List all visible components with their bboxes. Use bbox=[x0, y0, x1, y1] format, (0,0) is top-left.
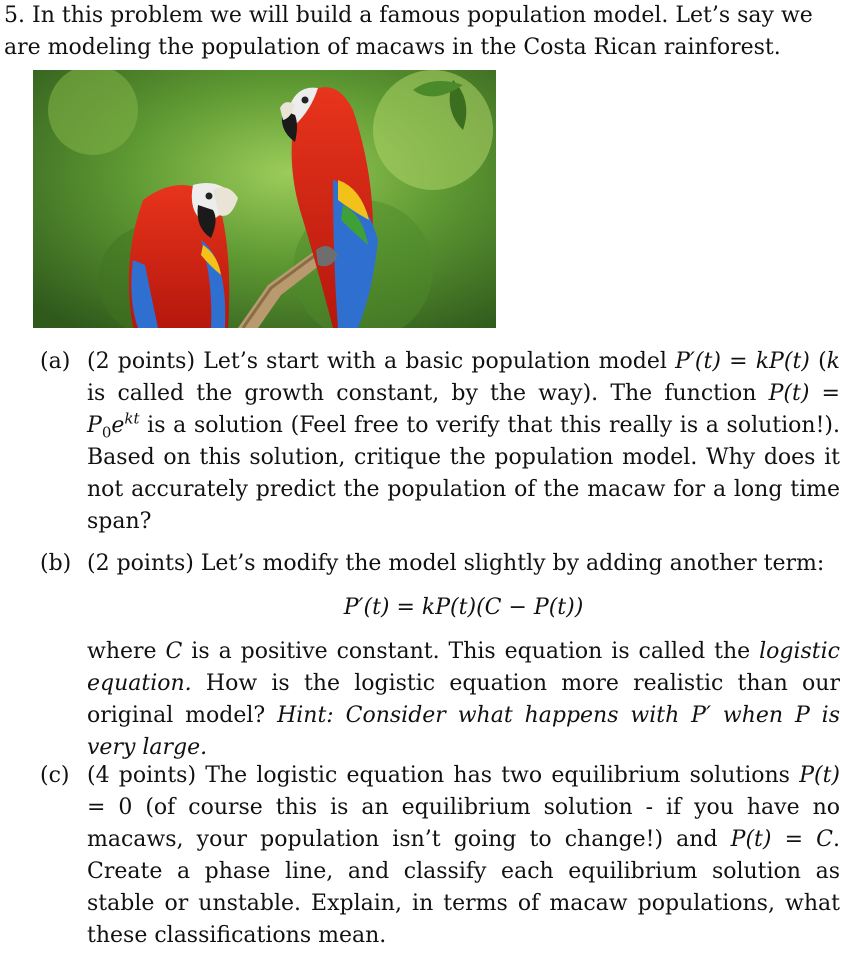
part-c bbox=[40, 760, 840, 952]
part-b-label: (b) bbox=[40, 551, 72, 576]
problem-intro-text: In this problem we will build a famous population model. Let’s say we are modeling the population of macaws in the Costa Rican rainforest. bbox=[4, 3, 813, 60]
macaw-photo bbox=[33, 70, 496, 328]
logistic-term: logistic equation. bbox=[87, 639, 840, 696]
part-a-label: (a) bbox=[40, 349, 71, 374]
part-a-text: (2 points) Let’s start with a basic population model P′(t) = kP(t) (k is called the growth constant, by the way). The function $P(t) = P_0e^{kt}$ is a solution (Feel free to verify that this really is a solution!). Based on this solution, critique the population model. Why does it not accurately predict the population of the macaw for a long time span? bbox=[87, 349, 841, 534]
problem-intro bbox=[4, 0, 844, 64]
part-b-text-1: (2 points) Let’s modify the model slightly by adding another term: bbox=[87, 551, 825, 576]
problem-number: 5. bbox=[4, 3, 25, 28]
part-b-text-2: where C is a positive constant. This equation is called the logistic equation. How is the logistic equation more realistic than our original model? Hint: Consider what happens with P′ when P is very large. bbox=[87, 639, 840, 760]
part-c-label: (c) bbox=[40, 763, 70, 788]
hint-text: Hint: Consider what happens with P′ when P is very large. bbox=[87, 703, 840, 760]
part-b bbox=[40, 548, 840, 764]
part-a bbox=[40, 346, 840, 538]
exponential-solution: $P(t) = P_0e^{kt}$ bbox=[87, 381, 840, 442]
growth-equation: P′(t) = kP(t) bbox=[675, 349, 810, 374]
logistic-equation: P′(t) = kP(t)(C − P(t)) bbox=[343, 595, 584, 620]
part-c-text: (4 points) The logistic equation has two equilibrium solutions P(t) = 0 (of course this is an equilibrium solution - if you have no macaws, your population isn’t going to change!) and P(t) = C. Create a phase line, and classify each equilibrium solution as stable or unstable. Explain, in terms of macaw populations, what these classifications mean. bbox=[87, 763, 841, 948]
